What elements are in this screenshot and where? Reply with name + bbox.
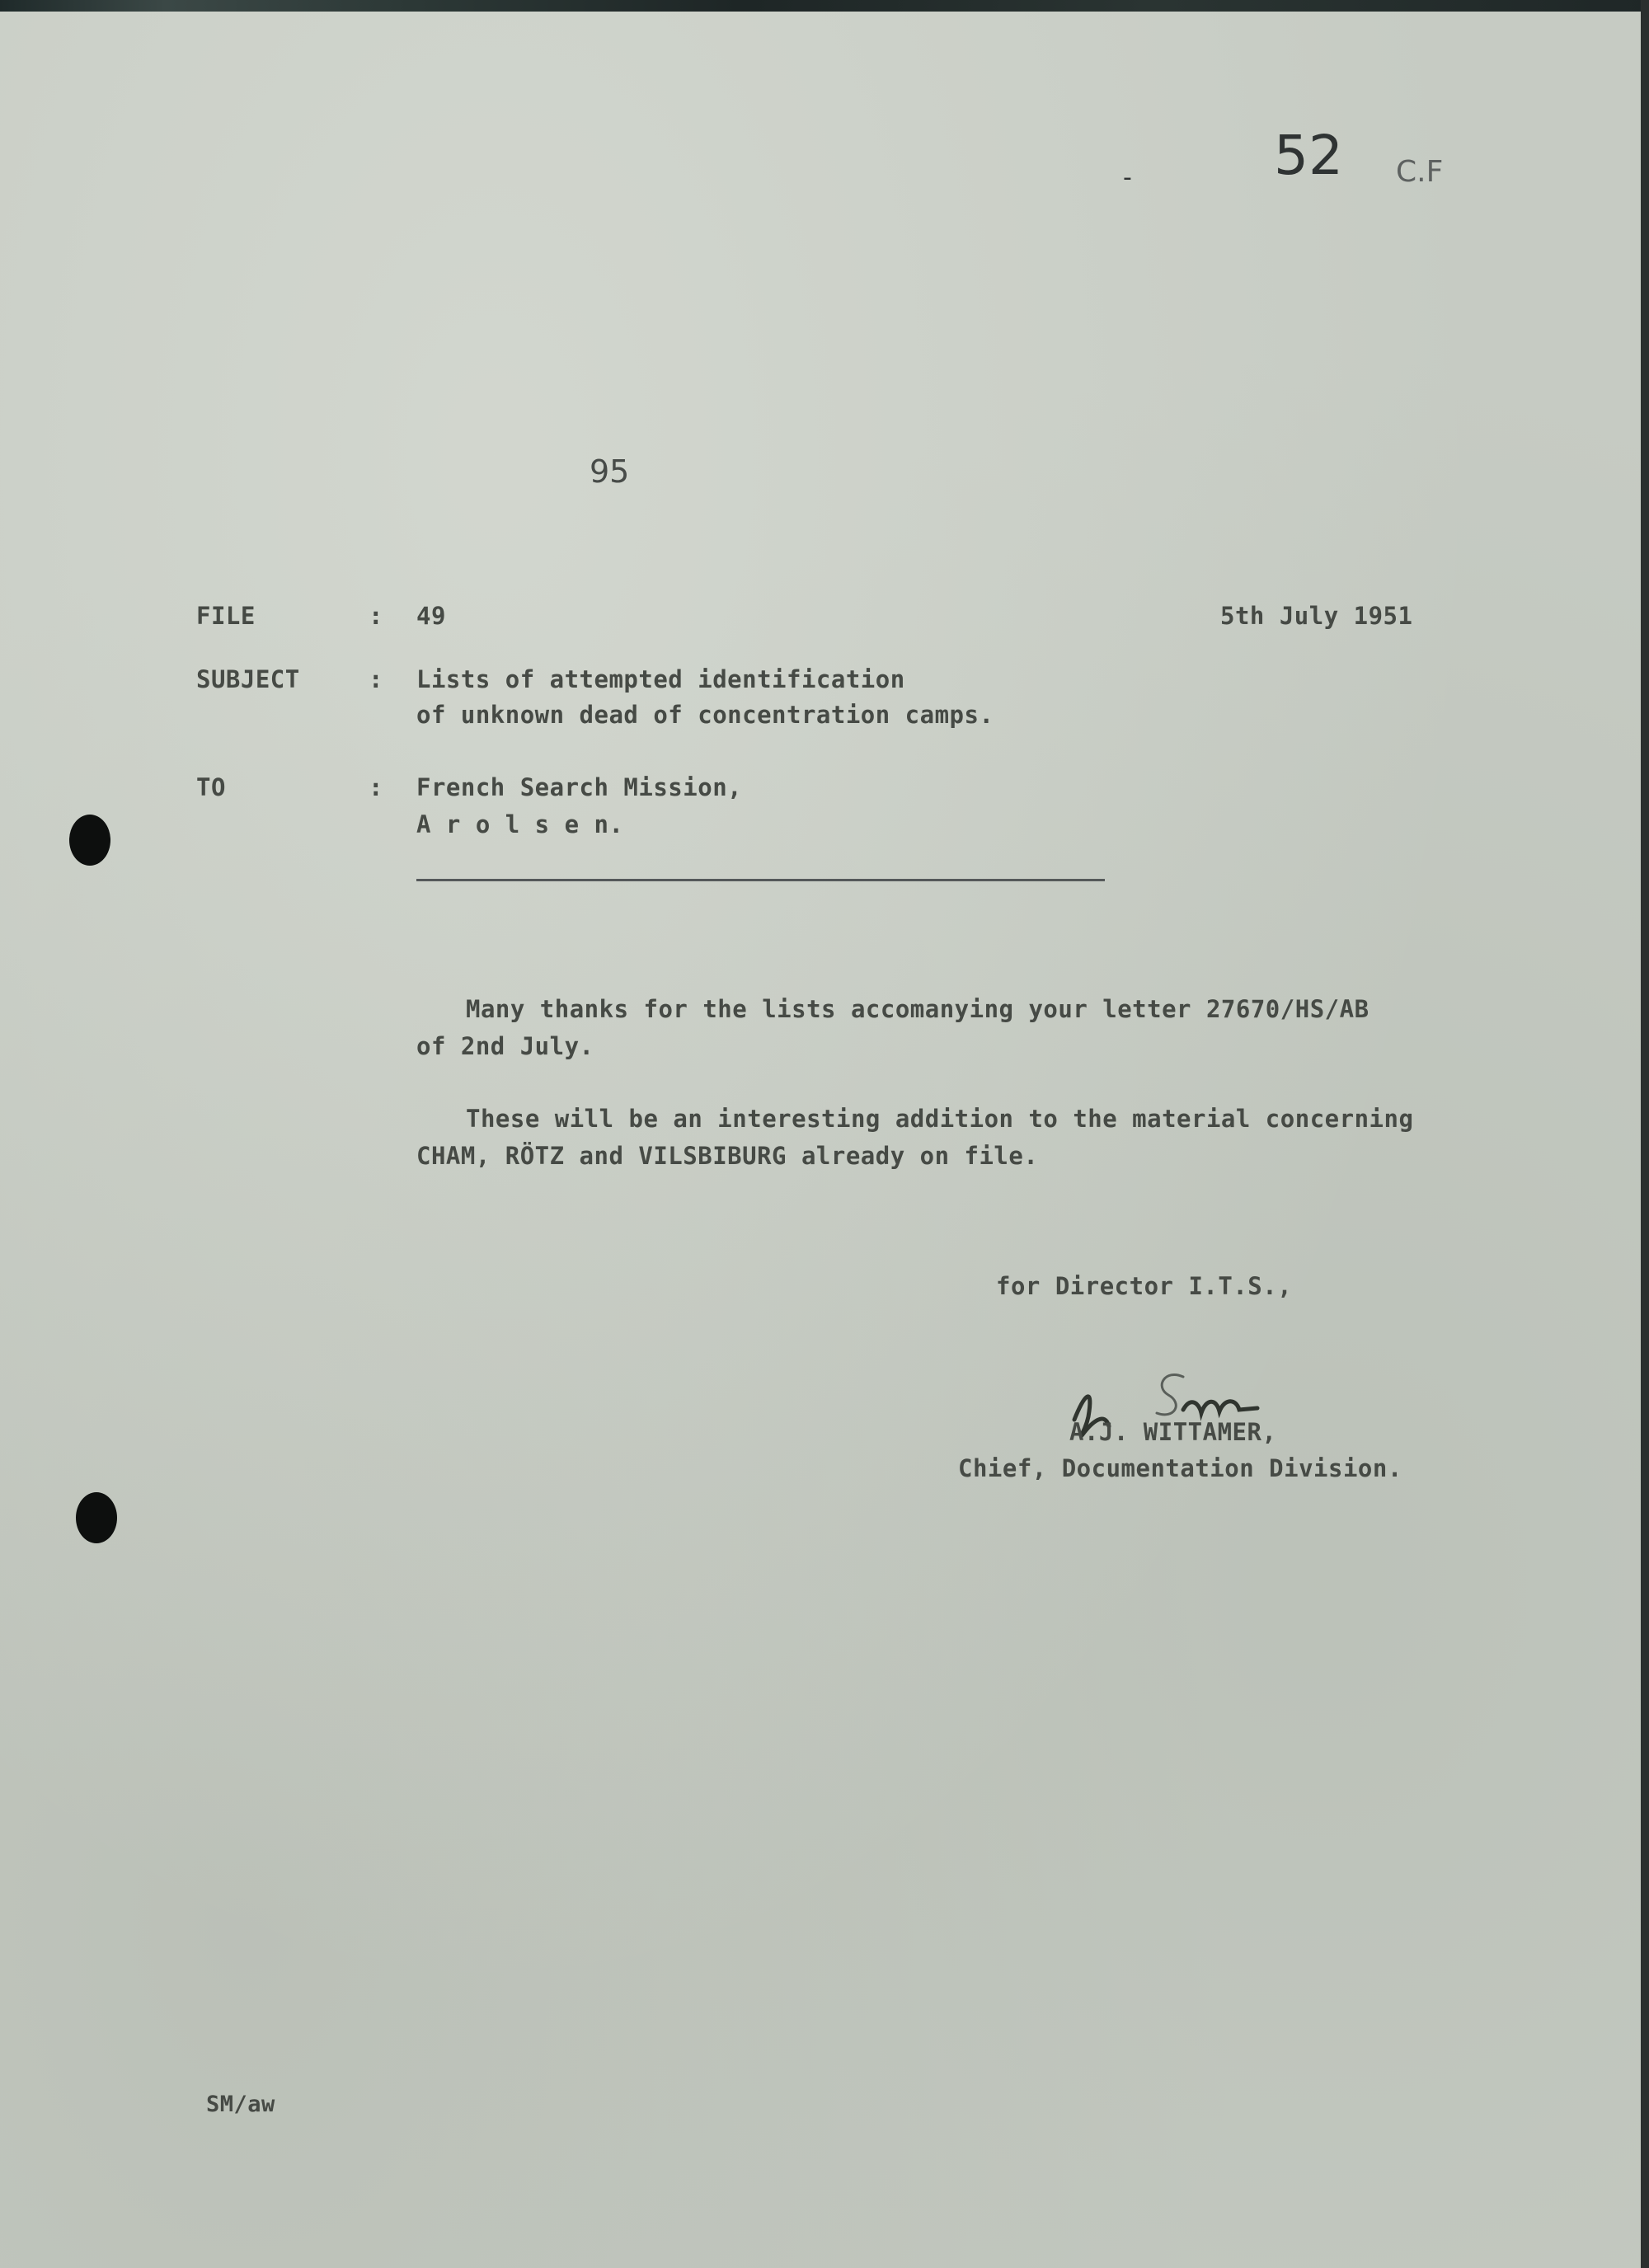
recipient-line-2: A r o l s e n. [416,810,624,838]
address-underline [416,879,1105,881]
signatory-title: Chief, Documentation Division. [958,1454,1402,1482]
punch-hole-bottom [76,1492,117,1543]
file-separator: : [369,602,383,630]
to-label: TO [196,773,226,801]
page-number: 52 [1274,124,1343,187]
subject-separator: : [369,665,383,693]
stray-dash: - [1123,163,1132,192]
body-paragraph-2-line-2: CHAM, RÖTZ and VILSBIBURG already on file. [416,1142,1039,1170]
body-paragraph-2-line-1: These will be an interesting addition to the material concerning [466,1105,1414,1133]
handwritten-mark: C.F [1396,155,1444,189]
subject-line-1: Lists of attempted identification [416,665,905,693]
scan-edge-right [1641,0,1649,2268]
punch-hole-top [69,815,110,866]
subject-label: SUBJECT [196,665,300,693]
recipient-line-1: French Search Mission, [416,773,743,801]
handwritten-signature [1059,1362,1277,1461]
body-paragraph-1-line-1: Many thanks for the lists accomanying your letter 27670/HS/AB [466,995,1369,1023]
to-separator: : [369,773,383,801]
file-number: 49 [416,602,446,630]
typist-initials: SM/aw [206,2092,275,2117]
signatory-name: A.J. WITTAMER, [1069,1418,1277,1446]
reference-number: 95 [590,453,630,490]
letter-date: 5th July 1951 [1220,602,1413,630]
for-director-line: for Director I.T.S., [996,1272,1293,1300]
file-label: FILE [196,602,256,630]
subject-line-2: of unknown dead of concentration camps. [416,701,994,729]
body-paragraph-1-line-2: of 2nd July. [416,1032,594,1060]
scan-edge-top [0,0,1649,12]
